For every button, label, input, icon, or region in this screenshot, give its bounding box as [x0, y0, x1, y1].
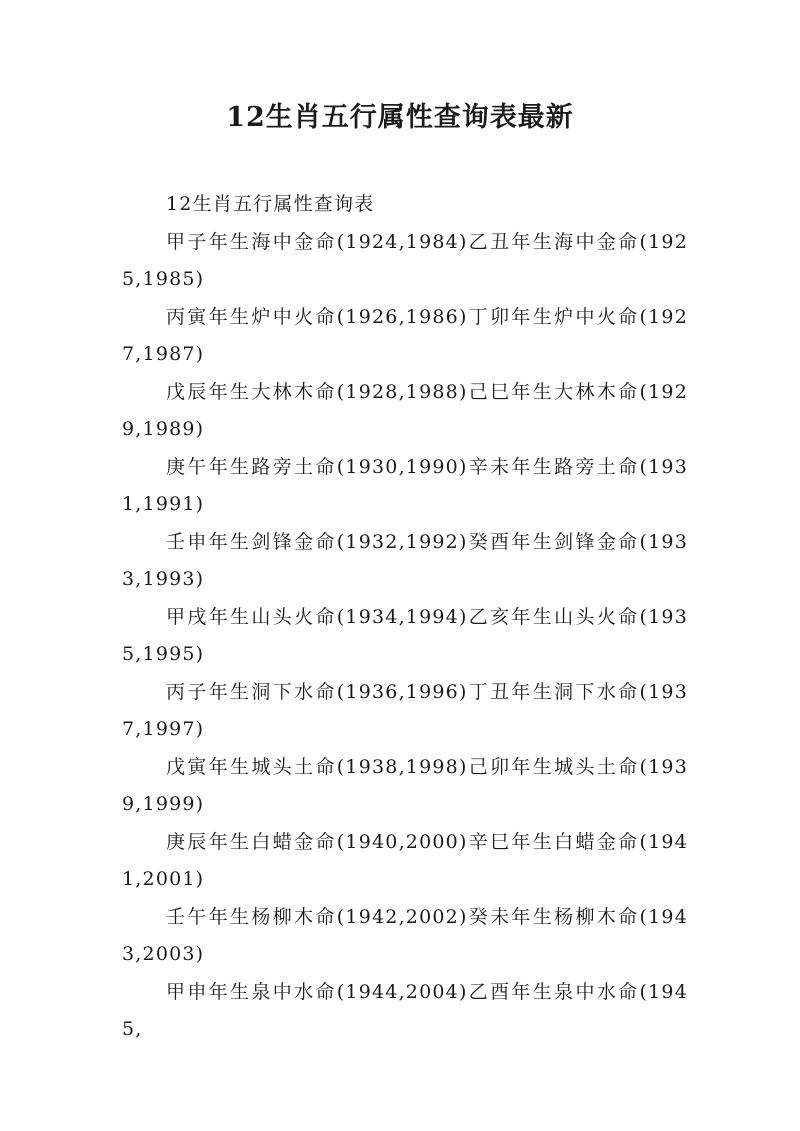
entry-line-6: 甲戌年生山头火命(1934,1994)乙亥年生山头火命(1935,1995)	[122, 605, 688, 665]
document-body	[122, 186, 688, 1049]
entry-line-10: 壬午年生杨柳木命(1942,2002)癸未年生杨柳木命(1943,2003)	[122, 905, 688, 965]
entry-line-3: 戊辰年生大林木命(1928,1988)己巳年生大林木命(1929,1989)	[122, 380, 688, 440]
entry-line-5: 壬申年生剑锋金命(1932,1992)癸酉年生剑锋金命(1933,1993)	[122, 530, 688, 590]
entry-line-8: 戊寅年生城头土命(1938,1998)己卯年生城头土命(1939,1999)	[122, 755, 688, 815]
entry-line-7: 丙子年生洞下水命(1936,1996)丁丑年生洞下水命(1937,1997)	[122, 680, 688, 740]
entry-line-11: 甲申年生泉中水命(1944,2004)乙酉年生泉中水命(1945,	[122, 980, 688, 1040]
entry-line-9: 庚辰年生白蜡金命(1940,2000)辛巳年生白蜡金命(1941,2001)	[122, 830, 688, 890]
entry-line-1: 甲子年生海中金命(1924,1984)乙丑年生海中金命(1925,1985)	[122, 230, 688, 290]
document-title: 12生肖五行属性查询表最新	[226, 102, 574, 133]
entry-line-2: 丙寅年生炉中火命(1926,1986)丁卯年生炉中火命(1927,1987)	[122, 305, 688, 365]
entry-line-4: 庚午年生路旁土命(1930,1990)辛未年生路旁土命(1931,1991)	[122, 455, 688, 515]
subtitle-line: 12生肖五行属性查询表	[166, 193, 375, 215]
